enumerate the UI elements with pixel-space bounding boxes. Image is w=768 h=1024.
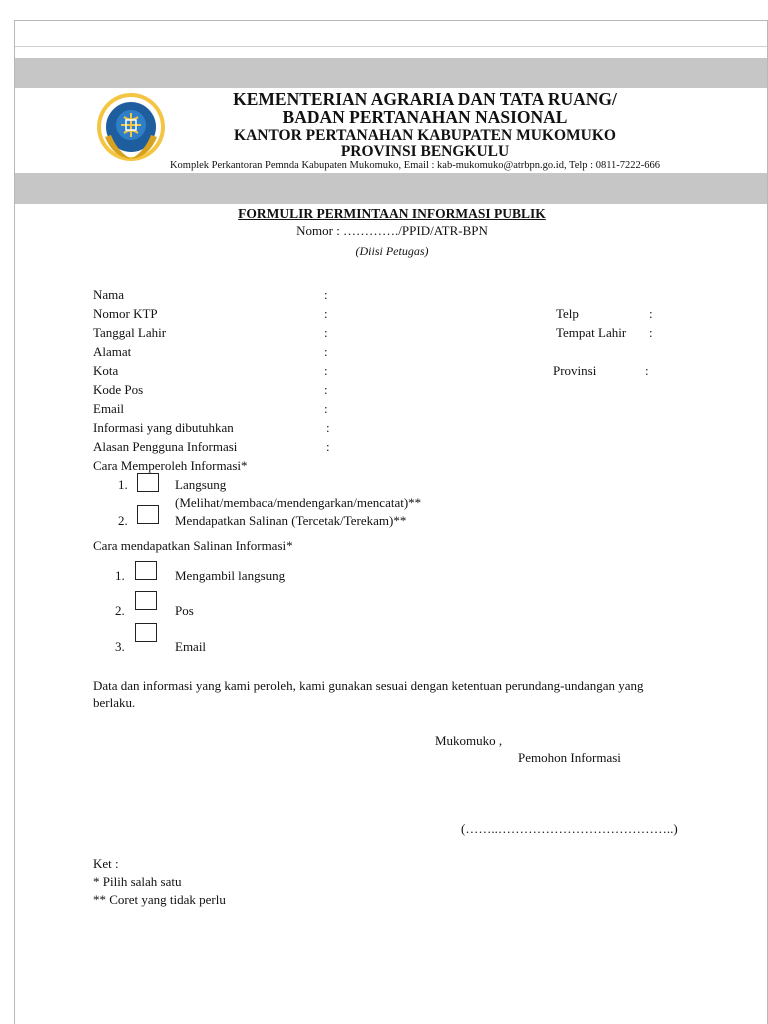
cara-option-2-checkbox[interactable] [137, 505, 159, 524]
form-officer-note: (Diisi Petugas) [355, 244, 429, 258]
salinan-option-1-checkbox[interactable] [135, 561, 157, 580]
header-ministry: KEMENTERIAN AGRARIA DAN TATA RUANG/ [233, 89, 617, 109]
cara-option-1-checkbox[interactable] [137, 473, 159, 492]
colon: : [649, 325, 653, 340]
header-office: KANTOR PERTANAHAN KABUPATEN MUKOMUKO [234, 127, 616, 144]
salinan-option-3-checkbox[interactable] [135, 623, 157, 642]
signature-place: Mukomuko , [435, 733, 503, 748]
top-divider [15, 46, 767, 47]
cara-option-1-label: Langsung [175, 477, 227, 492]
signature-role: Pemohon Informasi [518, 750, 621, 765]
colon: : [324, 306, 328, 321]
colon: : [324, 401, 328, 416]
label-provinsi: Provinsi [553, 363, 597, 378]
colon: : [326, 420, 330, 435]
form-title: FORMULIR PERMINTAAN INFORMASI PUBLIK [238, 206, 546, 221]
colon: : [326, 439, 330, 454]
form-number: Nomor : …………./PPID/ATR-BPN [296, 223, 488, 238]
document-page [14, 20, 768, 1024]
label-alamat: Alamat [93, 344, 132, 359]
cara-option-2-number: 2. [118, 513, 128, 528]
label-kota: Kota [93, 363, 119, 378]
cara-option-1-detail: (Melihat/membaca/mendengarkan/mencatat)** [175, 495, 422, 510]
salinan-option-2-label: Pos [175, 603, 194, 618]
salinan-option-1-number: 1. [115, 568, 125, 583]
header-address: Komplek Perkantoran Pemnda Kabupaten Mukomuko, Email : kab-mukomuko@atrbpn.go.id, Telp : 0811-7222-666 [169, 160, 661, 171]
colon: : [324, 363, 328, 378]
statement-line-2: berlaku. [93, 695, 136, 710]
label-informasi: Informasi yang dibutuhkan [93, 420, 234, 435]
notes-heading: Ket : [93, 856, 119, 871]
label-email: Email [93, 401, 125, 416]
colon: : [645, 363, 649, 378]
notes-item-1: * Pilih salah satu [93, 874, 182, 889]
label-tanggal-lahir: Tanggal Lahir [93, 325, 167, 340]
header-band-bottom [15, 173, 767, 204]
salinan-option-1-label: Mengambil langsung [175, 568, 286, 583]
label-tempat-lahir: Tempat Lahir [556, 325, 627, 340]
colon: : [324, 287, 328, 302]
header-agency: BADAN PERTANAHAN NASIONAL [282, 107, 568, 127]
colon: : [324, 325, 328, 340]
cara-option-1-number: 1. [118, 477, 128, 492]
salinan-option-2-number: 2. [115, 603, 125, 618]
label-ktp: Nomor KTP [93, 306, 158, 321]
label-kode-pos: Kode Pos [93, 382, 144, 397]
salinan-heading: Cara mendapatkan Salinan Informasi* [93, 538, 293, 553]
header-province: PROVINSI BENGKULU [340, 143, 510, 160]
colon: : [324, 382, 328, 397]
cara-option-2-label: Mendapatkan Salinan (Tercetak/Terekam)** [175, 513, 407, 528]
salinan-option-3-label: Email [175, 639, 207, 654]
atr-bpn-logo-icon [93, 89, 169, 165]
label-alasan: Alasan Pengguna Informasi [93, 439, 238, 454]
colon: : [324, 344, 328, 359]
signature-blank: (……..…………………………………..) [461, 821, 678, 836]
salinan-option-2-checkbox[interactable] [135, 591, 157, 610]
colon: : [649, 306, 653, 321]
statement-line-1: Data dan informasi yang kami peroleh, kami gunakan sesuai dengan ketentuan perundang-undangan yang [93, 678, 644, 693]
notes-item-2: ** Coret yang tidak perlu [93, 892, 226, 907]
label-telp: Telp [556, 306, 579, 321]
salinan-option-3-number: 3. [115, 639, 125, 654]
header-band-top [15, 58, 767, 88]
cara-heading: Cara Memperoleh Informasi* [93, 458, 248, 473]
label-nama: Nama [93, 287, 125, 302]
